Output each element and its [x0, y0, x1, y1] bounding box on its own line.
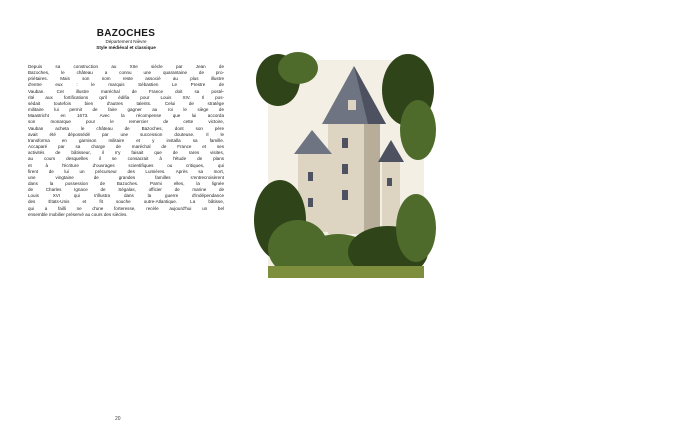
text-line: rité aux fortifications qu'il édifia pour Louis XIV. Il pos-	[28, 94, 224, 100]
text-line: activités de bâtisseur, il n'y faisait que de rares visites,	[28, 150, 224, 156]
text-line: Depuis sa construction au XIIe siècle par Jean de	[28, 64, 224, 69]
text-line: une vingtaine de grandes familles s'entrecroisèrent	[28, 174, 224, 180]
text-line: et à l'écriture d'ouvrages scientifiques ou critiques, qui	[28, 162, 224, 168]
text-line: au cours desquelles il se consacrait à l'étude de plans	[28, 156, 224, 162]
text-line: transforma en garnison militaire et y installa sa famille.	[28, 137, 224, 143]
body-paragraph	[28, 64, 224, 218]
style-line: Style médiéval et classique	[96, 45, 156, 50]
text-line: Maastricht en 1673. Avec la récompense que lui accorda	[28, 113, 224, 119]
text-line: sédait toutefois bien d'autres talents. Celui de stratège	[28, 100, 224, 106]
text-line: son monarque pour le remercier de cette victoire,	[28, 119, 224, 125]
text-line: avait été dépossédé par une succession douteuse. Il le	[28, 131, 224, 137]
text-line: dans la possession de Bazoches. Parmi elles, la lignée	[28, 180, 224, 186]
text-line: Accaparé par sa charge de maréchal de France et ses	[28, 144, 224, 150]
text-line: ensemble mobilier préservé au cours des siècles.	[28, 211, 128, 217]
castle-image	[268, 60, 424, 278]
castle-illustration	[268, 60, 680, 278]
text-line: de Charles Ignace de Ségalas, officier de marine de	[28, 187, 224, 193]
illustration-caption: CHÂTEAU DE BAZOCHES (Nièvre)	[674, 131, 680, 222]
text-page	[28, 22, 224, 432]
text-line: Vauban acheta le château de Bazoches, dont son père	[28, 125, 224, 131]
text-line: priétaires. Mais son nom reste associé au plus illustre	[28, 76, 224, 82]
text-line: militaire lui permit de faire gagner au roi le siège de	[28, 107, 224, 113]
text-line: Louis XVI qui s'illustra dans la guerre d'indépendance	[28, 193, 224, 199]
text-line: firent de lui un précurseur des Lumières. Après sa mort,	[28, 168, 224, 174]
page-title: BAZOCHES	[96, 28, 156, 39]
text-line: des États-Unis et fit souche outre-Atlantique. La bâtisse,	[28, 199, 224, 205]
text-line: Bazoches, le château a connu une quarantaine de pro-	[28, 70, 224, 76]
page-number: 20	[115, 416, 121, 422]
department-line: Département Nièvre	[105, 39, 147, 44]
text-line: Vauban. Cet illustre maréchal de France doit sa posté-	[28, 88, 224, 94]
text-line: d'entre eux : le marquis Sébastien Le Prestre de	[28, 82, 224, 88]
text-line: qui a failli ne d'une forteresse, recèle aujourd'hui un bel	[28, 205, 224, 211]
